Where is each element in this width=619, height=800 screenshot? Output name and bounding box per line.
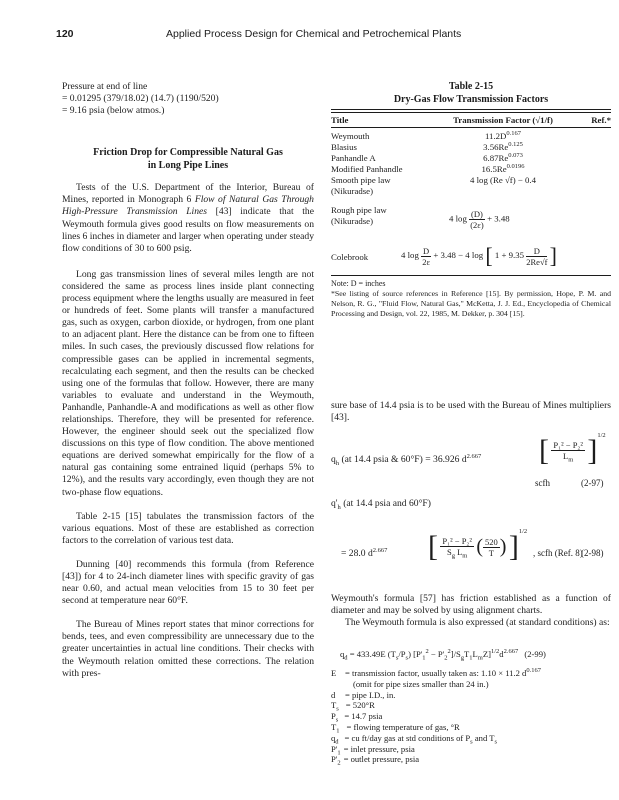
definitions-list xyxy=(331,667,613,768)
paragraph-long-lines: Long gas transmission lines of several miles length are not considered the same as process lines inside plant connecting process equipment where the lengths usually are measured in feet or hundreds of feet. Some plants will transfer a manufactured gas, such as oxygen, carbon dioxide, or hydrogen, from one plant to an adjacent plant. Here the distance can be from one to fifteen miles. In such cases, the previously discussed flow relations for compressible gases can be applied in incremental segments, recalculating each segment, and then the results can be checked using one of the formulas that follow. However, there are many variables to evaluate and understand in the Weymouth, Panhandle, Panhandle-A and modifications as well as other flow relationships. Therefore, they will be presented for reference. However, the engineer should seek out the specialized flow discussions on this type of flow condition. The above mentioned equations are derived somewhat empirically for the flow of a natural gas containing some entrained liquid (perhaps 5% to 12%), and the results vary accordingly, even though they are not two-phase flow equations. xyxy=(62,268,314,498)
intro-line-3: = 9.16 psia (below atmos.) xyxy=(62,105,165,117)
section-title-line-2: in Long Pipe Lines xyxy=(147,159,229,171)
paragraph-weymouth: Weymouth's formula [57] has friction established as a function of diameter and may be solved by using alignment charts. xyxy=(331,593,611,617)
rough-formula: 4 log $\frac{(D)}{(2\varepsilon)}$ + 3.48 xyxy=(449,209,510,230)
table-title: Dry-Gas Flow Transmission Factors xyxy=(393,93,549,105)
transmission-table xyxy=(331,115,611,125)
def-item: $T_s = 520^\circ R$ xyxy=(331,700,375,714)
col-header-factor: Transmission Factor (√1/f) xyxy=(453,115,553,125)
table-row: Blasius $3.56Re^{0.125}$ xyxy=(331,141,523,152)
table-row: (Nikuradse) xyxy=(331,186,374,196)
right-column xyxy=(331,400,611,424)
table-row: Weymouth $11.2D^{0.167}$ xyxy=(331,130,522,141)
transmission-table-body xyxy=(331,131,611,197)
def-item: E = transmission factor, usually taken as: 1.10 × 11.2 $d^{0.167}$ xyxy=(331,667,541,678)
equation-2-99: $q_d = 433.49E$ $(T_s/P_s) [P'_1^2 - P'_2^2]/S_gT_1L_mZ]^{1/2}d^{2.667}$ (2-99) xyxy=(340,648,546,662)
table-row: Panhandle A $6.87Re^{0.073}$ xyxy=(331,152,523,163)
table-2-15 xyxy=(331,81,611,319)
table-caption: Table 2-15 xyxy=(448,81,494,92)
section-title-line-1: Friction Drop for Compressible Natural Gas xyxy=(93,147,283,159)
equation-q-prime: $q'_h$ (at 14.4 psia and 60°F) xyxy=(331,498,431,511)
intro-line-2: = 0.01295 (379/18.02) (14.7) (1190/520) xyxy=(62,93,219,105)
equation-2-97: $q_h$ (at 14.4 psia & 60°F) = 36.926 $d^{2.667}$ [ $\frac{\text{P₁² − P₂²}}{L_m}$ ]$^{1/2}$ scfh (2-97) xyxy=(331,432,606,488)
table-note: Note: D = inches xyxy=(331,279,386,288)
def-item: $T_1$ = flowing temperature of gas, °R xyxy=(331,721,460,735)
running-title: Applied Process Design for Chemical and Petrochemical Plants xyxy=(166,28,462,40)
section-title xyxy=(62,147,314,172)
def-item: (omit for pipe sizes smaller than 24 in.) xyxy=(353,678,489,689)
paragraph-weymouth-standard: The Weymouth formula is also expressed (at standard conditions) as: xyxy=(345,617,610,629)
def-item: $P'_1$ = inlet pressure, psia xyxy=(331,743,415,757)
table-row: Modified Panhandle $16.5Re^{0.0196}$ xyxy=(331,163,525,174)
page-number: 120 xyxy=(56,28,74,40)
equation-2-98: = 28.0 $d^{2.667}$ [ $\frac{\text{P₁² − P₂²}}{S_g L_m}$ ( $\frac{520}{T}$ ) ]$^{1/2}$ , scfh (Ref. 8) (2-98) xyxy=(341,528,604,563)
colebrook-row: Colebrook 4 log $\frac{D}{2\varepsilon}$ + 3.48 − 4 log [ 1 + 9.35 $\frac{D}{2Re√f}$ ] xyxy=(331,243,557,268)
paragraph-bureau-report: The Bureau of Mines report states that minor corrections for bends, tees, and even compressibility are unnecessary due to the greater uncertainties in actual line conditions. Their checks with the Weymouth relation omitted these corrections. The relation with pres- xyxy=(62,619,314,679)
col-header-title: Title xyxy=(331,115,349,125)
rough-pipe-row: Rough pipe law (Nikuradse) 4 log $\frac{(D)}{(2\varepsilon)}$ + 3.48 xyxy=(331,205,510,230)
def-item: d = pipe I.D., in. xyxy=(331,689,396,700)
table-footnote: *See listing of source references in Reference [15]. By permission, Hope, P. M. and Nelson, R. G., "Fluid Flow, Natural Gas," McKetta, J. J. Ed., Encyclopedia of Chemical Processing and Design, vol. 22, 1985, M. Dekker, p. 304 [15]. xyxy=(331,289,611,318)
left-column xyxy=(62,81,314,680)
paragraph-pressure-base: sure base of 14.4 psia is to be used with the Bureau of Mines multipliers [43]. xyxy=(331,400,611,424)
paragraph-table-ref: Table 2-15 [15] tabulates the transmission factors of the various equations. Most of these are established as correction factors to the correlation of various test data. xyxy=(62,510,314,546)
paragraph-dunning: Dunning [40] recommends this formula (from Reference [43]) for 4 to 24-inch diameter lines with specific gravity of gas near 0.60, and actual mean velocities from 15 to 30 feet per second at temperature near 60°F. xyxy=(62,558,314,607)
table-row: Smooth pipe law 4 log (Re √f) − 0.4 xyxy=(331,175,536,185)
def-item: $P'_2$ = outlet pressure, psia xyxy=(331,754,420,768)
intro-line-1: Pressure at end of line xyxy=(62,81,148,92)
table-header-row xyxy=(331,115,611,125)
page-header xyxy=(56,28,576,42)
colebrook-formula: 4 log $\frac{D}{2\varepsilon}$ + 3.48 − 4 log [ 1 + 9.35 $\frac{D}{2Re√f}$ ] xyxy=(401,243,557,268)
right-column-bottom xyxy=(331,593,611,629)
def-item: $q_d$ = cu ft/day gas at std conditions of $P_s$ and $T_s$ xyxy=(331,732,498,746)
col-header-ref: Ref.* xyxy=(591,115,611,125)
def-item: $P_s = 14.7$ psia xyxy=(331,711,383,724)
paragraph-bureau-tests: Tests of the U.S. Department of the Interior, Bureau of Mines, reported in Monograph 6 Flow of Natural Gas Through High-Pressure Transmission Lines [43] indicate that the Weymouth formula gives good results on flow measurements on lines 6 inches in diameter and larger when operating under steady flow conditions of 30 to 600 psig. xyxy=(62,182,314,254)
